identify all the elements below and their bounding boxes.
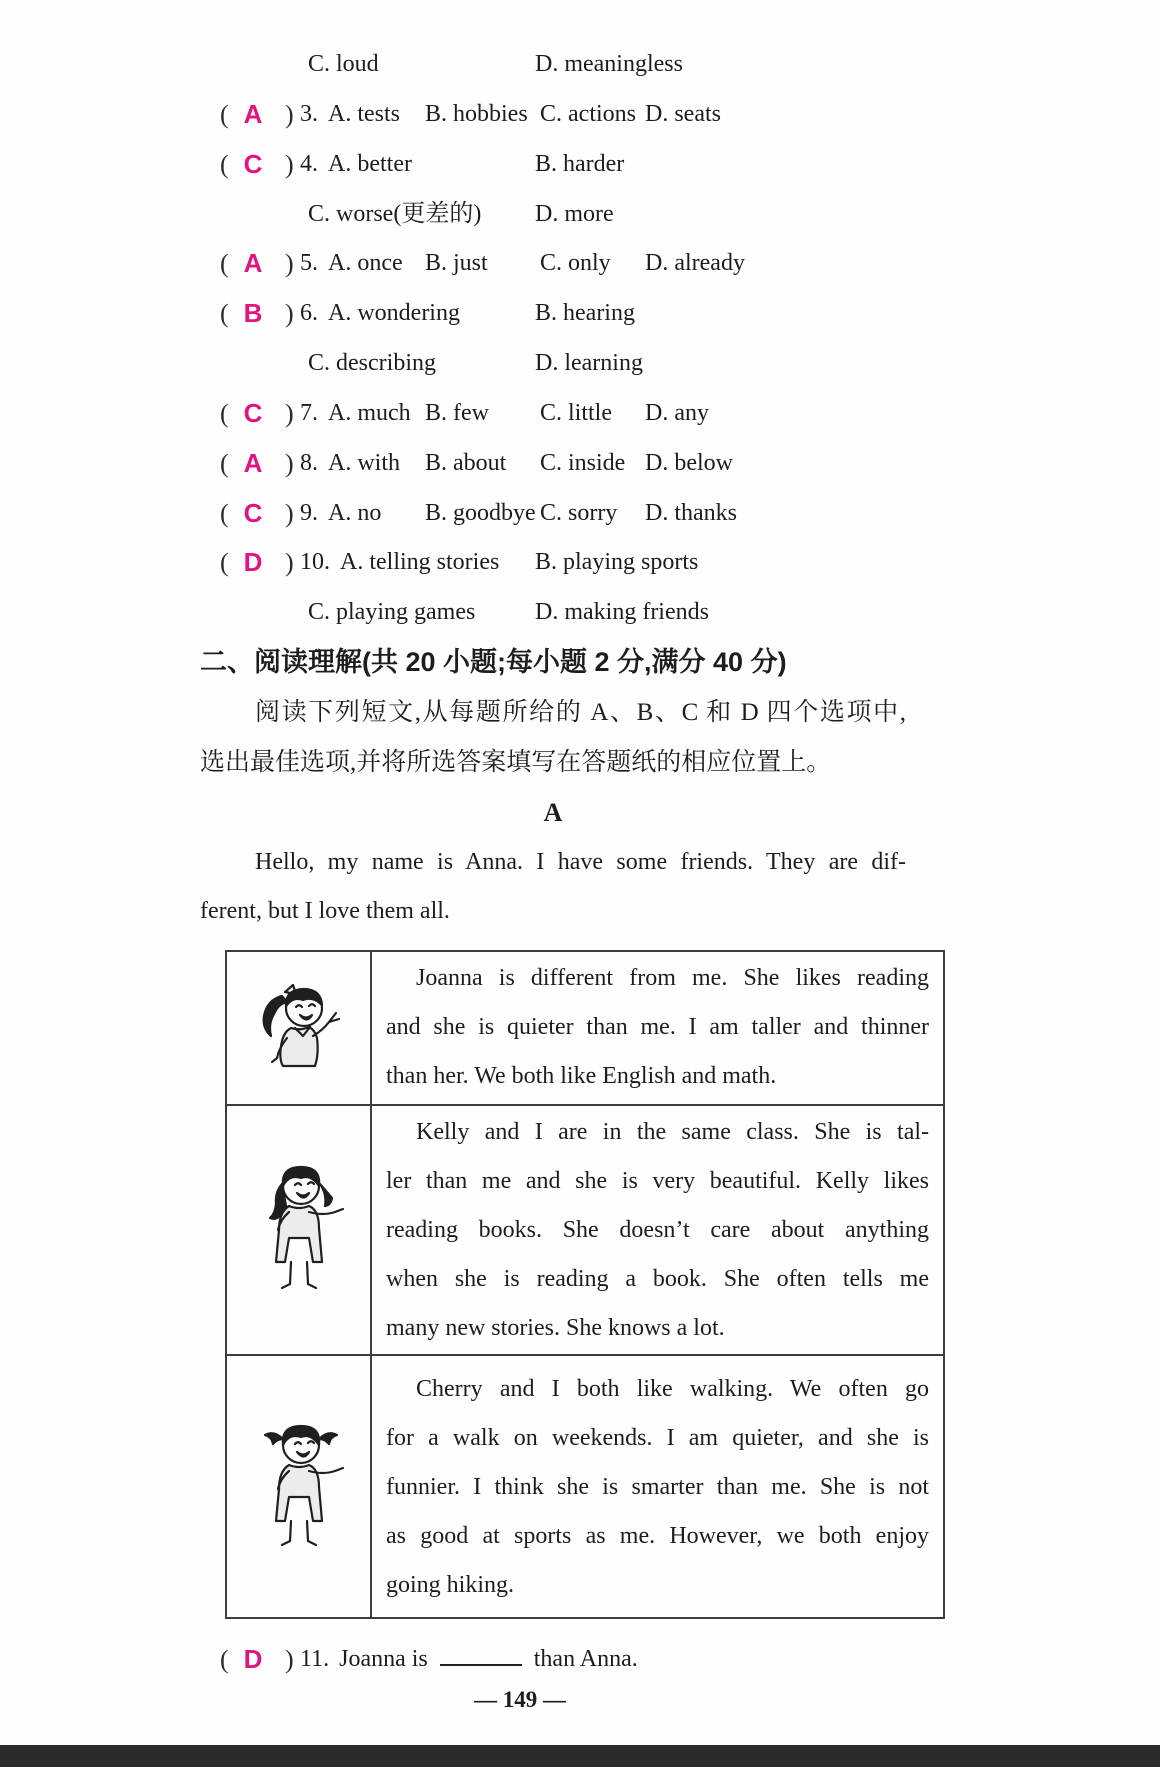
cloze-question-row <box>200 538 906 588</box>
question-option-a <box>300 90 400 140</box>
question-option-d: D. seats <box>645 100 721 127</box>
option-a-label: A. once <box>328 250 403 277</box>
question-option-d: D. meaningless <box>535 51 683 77</box>
option-a-label: A. with <box>328 449 400 476</box>
question-option-d: D. learning <box>535 350 643 377</box>
cloze-question-row <box>200 439 906 489</box>
question-option-b: B. harder <box>535 150 625 177</box>
answer-letter: A <box>243 447 263 478</box>
answer-letter: A <box>243 98 263 129</box>
cloze-question-row <box>200 489 906 539</box>
question-option-d: D. already <box>645 250 745 277</box>
table-row <box>227 952 943 1104</box>
answer-letter: B <box>243 298 263 329</box>
cloze-question-row <box>200 239 906 289</box>
paren-close: ) <box>285 149 294 179</box>
girl-braids-pointing-icon <box>227 1106 372 1354</box>
cloze-options-row <box>200 40 906 90</box>
girl-pigtails-pointing-icon <box>227 1356 372 1617</box>
section-instructions-line1: 阅读下列短文,从每题所给的 A、B、C 和 D 四个选项中, <box>255 698 906 726</box>
paren-open: ( <box>220 548 229 578</box>
cloze-question-row <box>200 389 906 439</box>
option-a-label: A. no <box>328 499 382 526</box>
question-option-a <box>300 239 403 289</box>
paren-close: ) <box>285 249 294 279</box>
question-option-b: B. about <box>425 449 507 476</box>
answer-letter: C <box>243 397 263 428</box>
paren-close: ) <box>285 99 294 129</box>
question-number: 9. <box>300 499 318 526</box>
question-option-a <box>300 289 460 339</box>
question-option-c: C. only <box>540 250 611 277</box>
option-a-label: A. tests <box>328 100 400 127</box>
answer-letter: C <box>243 148 263 179</box>
answer-letter: A <box>243 248 263 279</box>
question-number: 6. <box>300 300 318 327</box>
paren-open: ( <box>220 498 229 528</box>
cloze-options-row <box>200 190 906 240</box>
question-number: 10. <box>300 549 330 576</box>
question-option-c: C. worse(更差的) <box>308 200 482 227</box>
question-option-c: C. playing games <box>308 599 476 626</box>
question-option-d: D. thanks <box>645 499 737 526</box>
table-row <box>227 1104 943 1354</box>
question-option-c: C. actions <box>540 100 636 127</box>
cloze-options-row <box>200 588 906 638</box>
question-option-d: D. more <box>535 200 614 227</box>
paren-open: ( <box>220 249 229 279</box>
main-column <box>200 40 906 937</box>
friends-table <box>225 950 945 1619</box>
question-option-b: B. hobbies <box>425 100 528 127</box>
section-instructions-line2: 选出最佳选项,并将所选答案填写在答题纸的相应位置上。 <box>200 748 832 776</box>
profile-text-kelly: Kelly and I are in the same class. She is tal- ler than me and she is very beautiful. Kelly likes reading books. She doesn’t care about anything when she is reading a book. She often tells me many new stories. She knows a lot. <box>386 1119 929 1341</box>
passage-intro-line1: Hello, my name is Anna. I have some friends. They are dif- <box>255 848 906 875</box>
question-option-c: C. sorry <box>540 499 618 526</box>
question-number: 7. <box>300 399 318 426</box>
question-option-a <box>300 140 412 190</box>
paren-open: ( <box>220 99 229 129</box>
passage-intro-line2: ferent, but I love them all. <box>200 898 450 925</box>
passage-label: A <box>543 797 563 827</box>
question-option-a <box>300 389 411 439</box>
question-option-c: C. little <box>540 399 612 426</box>
option-a-label: A. telling stories <box>340 549 500 576</box>
question-text-before-blank: Joanna is <box>339 1646 428 1672</box>
question-option-b: B. hearing <box>535 300 635 327</box>
question-option-a <box>300 439 400 489</box>
answer-blank <box>440 1662 522 1666</box>
question-option-b: B. just <box>425 250 488 277</box>
question-number: 11. <box>300 1646 330 1672</box>
paren-close: ) <box>285 548 294 578</box>
paren-open: ( <box>220 448 229 478</box>
paren-close: ) <box>285 498 294 528</box>
girl-ponytail-pointing-icon <box>227 952 372 1104</box>
paren-close: ) <box>285 398 294 428</box>
question-option-c: C. loud <box>308 51 379 77</box>
section-heading: 二、阅读理解(共 20 小题;每小题 2 分,满分 40 分) <box>200 647 787 678</box>
question-option-b: B. few <box>425 399 489 426</box>
paren-open: ( <box>220 149 229 179</box>
cloze-question-row <box>200 90 906 140</box>
profile-text-cherry: Cherry and I both like walking. We often go for a walk on weekends. I am quieter, and she is funnier. I think she is smarter than me. She is not as good at sports as me. However, we both enjoy going hiking. <box>386 1376 929 1598</box>
question-option-d: D. any <box>645 399 709 426</box>
table-row <box>227 1354 943 1617</box>
paren-open: ( <box>220 299 229 329</box>
paren-close: ) <box>285 1645 294 1674</box>
question-number: 5. <box>300 250 318 277</box>
question-option-c: C. inside <box>540 449 626 476</box>
question-number: 3. <box>300 100 318 127</box>
question-option-c: C. describing <box>308 350 436 377</box>
cloze-options-row <box>200 339 906 389</box>
question-option-d: D. below <box>645 449 733 476</box>
paren-close: ) <box>285 299 294 329</box>
paren-open: ( <box>220 398 229 428</box>
answer-letter: C <box>243 497 263 528</box>
question-option-b: B. playing sports <box>535 549 699 576</box>
question-option-a <box>300 538 499 588</box>
option-a-label: A. better <box>328 150 412 177</box>
question-number: 4. <box>300 150 318 177</box>
question-option-a <box>300 489 381 539</box>
bottom-bar <box>0 1745 1160 1767</box>
paren-open: ( <box>220 1645 229 1674</box>
option-a-label: A. wondering <box>328 300 460 327</box>
page-number: — 149 — <box>474 1687 566 1712</box>
question-number: 8. <box>300 449 318 476</box>
answer-letter: D <box>243 547 263 578</box>
paren-close: ) <box>285 448 294 478</box>
question-option-d: D. making friends <box>535 599 709 626</box>
cloze-question-row <box>200 289 906 339</box>
cloze-question-row <box>200 140 906 190</box>
profile-text-joanna: Joanna is different from me. She likes reading and she is quieter than me. I am taller and thinner than her. We both like English and math. <box>386 965 929 1089</box>
question-option-b: B. goodbye <box>425 499 536 526</box>
option-a-label: A. much <box>328 399 411 426</box>
question-text-after-blank: than Anna. <box>533 1646 638 1672</box>
answer-letter: D <box>243 1644 263 1674</box>
